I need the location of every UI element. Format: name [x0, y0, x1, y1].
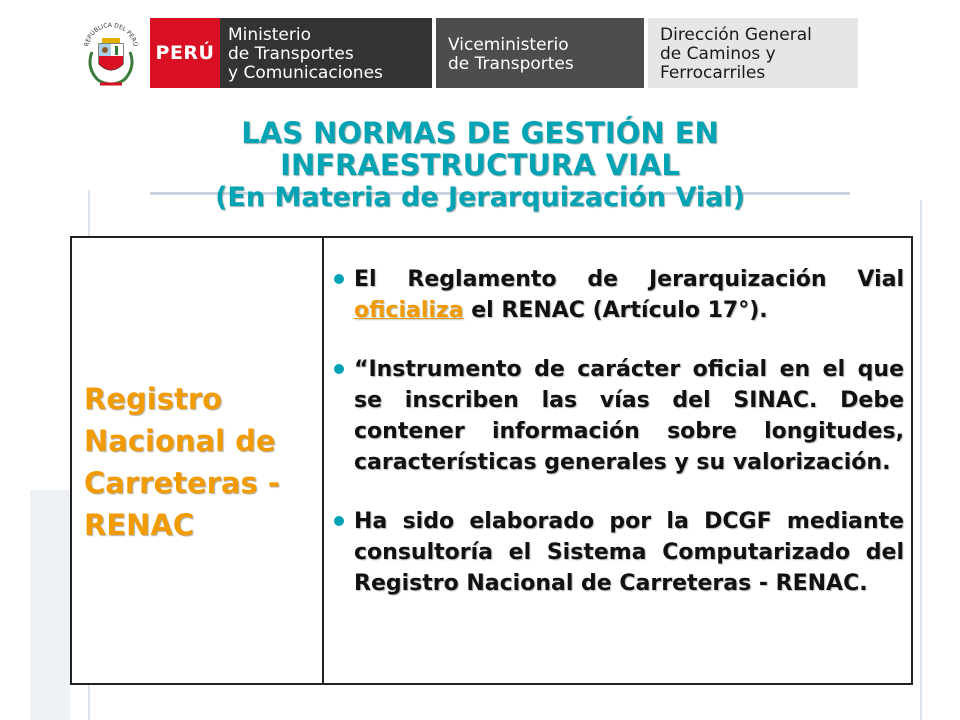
peru-label: PERÚ	[155, 42, 215, 64]
ministerio-line-3: y Comunicaciones	[228, 63, 383, 83]
direccion-line-1: Dirección General	[660, 25, 812, 45]
bullet-item-2	[334, 354, 904, 478]
direccion-line-2: de Caminos y	[660, 44, 776, 64]
viceministerio-logo	[436, 18, 644, 88]
ministerio-logo	[220, 18, 432, 88]
bullet-item-1	[334, 264, 904, 326]
page-title-line-1: LAS NORMAS DE GESTIÓN EN	[241, 116, 719, 150]
table-divider	[322, 238, 324, 683]
direccion-logo	[648, 18, 858, 88]
renac-label: Registro Nacional de Carreteras - RENAC	[84, 382, 280, 542]
header-logos	[0, 0, 960, 100]
bullet-3-text: Ha sido elaborado por la DCGF mediante consultoría el Sistema Computarizado del Registro Nacional de Carreteras - RENAC.	[354, 509, 904, 596]
bullet-dot-icon	[334, 274, 344, 284]
bullet-item-3	[334, 506, 904, 599]
svg-text:REPÚBLICA DEL PERÚ: REPÚBLICA DEL PERÚ	[83, 21, 139, 48]
coat-of-arms-icon	[80, 16, 142, 88]
ministerio-line-1: Ministerio	[228, 25, 311, 45]
vice-line-1: Viceministerio	[448, 35, 569, 55]
bullet-1-highlight: oficializa	[354, 298, 464, 323]
bullet-1-text-end: el RENAC (Artículo 17°).	[463, 298, 768, 323]
bullet-1-text-start: El Reglamento de Jerarquización Vial	[354, 267, 904, 292]
vice-line-2: de Transportes	[448, 54, 574, 74]
bullet-dot-icon	[334, 516, 344, 526]
background-stripe-right	[920, 200, 922, 720]
peru-logo	[150, 18, 220, 88]
ministerio-line-2: de Transportes	[228, 44, 354, 64]
bullet-list	[334, 264, 904, 627]
page-title-line-2: INFRAESTRUCTURA VIAL	[280, 148, 680, 182]
bullet-dot-icon	[334, 364, 344, 374]
background-block	[30, 490, 70, 720]
bullet-2-text: “Instrumento de carácter oficial en el que se inscriben las vías del SINAC. Debe contener información sobre longitudes, características generales y su valorización.	[354, 357, 904, 475]
direccion-line-3: Ferrocarriles	[660, 63, 766, 83]
page-subtitle: (En Materia de Jerarquización Vial)	[215, 182, 745, 213]
content-table	[70, 236, 913, 685]
